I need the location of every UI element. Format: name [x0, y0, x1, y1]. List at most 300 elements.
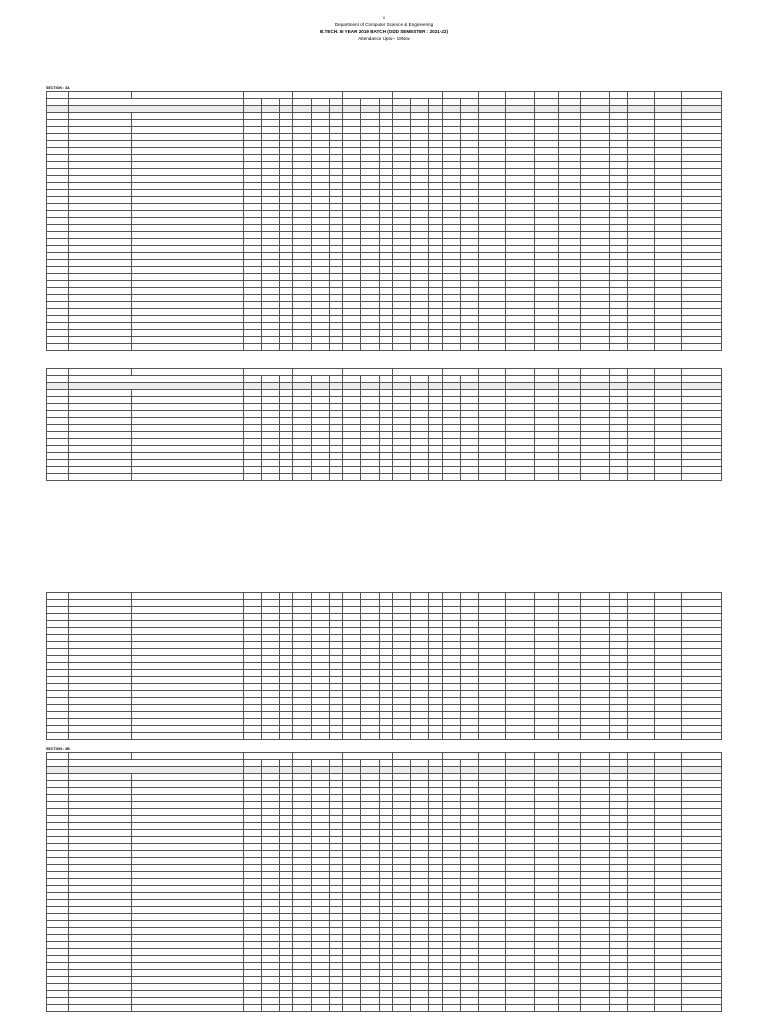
subheader-11: [379, 760, 392, 767]
attendance-percent: [681, 788, 721, 795]
total-attended: [655, 460, 682, 467]
roll-number: [68, 390, 131, 397]
attendance-count: [293, 628, 311, 635]
attendance-count: [505, 281, 534, 288]
attendance-percent: [681, 607, 721, 614]
serial-number: [47, 816, 69, 823]
attendance-count: [311, 418, 329, 425]
attendance-count: [392, 670, 410, 677]
attendance-count: [261, 635, 279, 642]
student-row: [47, 642, 722, 649]
attendance-count: [429, 302, 442, 309]
attendance-count: [559, 663, 581, 670]
student-name: [131, 963, 243, 970]
attendance-count: [559, 691, 581, 698]
roll-number: [68, 600, 131, 607]
student-name: [131, 886, 243, 893]
attendance-count: [243, 970, 261, 977]
attendance-count: [534, 120, 558, 127]
attendance-count: [610, 677, 628, 684]
attendance-count: [329, 921, 342, 928]
attendance-count: [261, 113, 279, 120]
attendance-count: [329, 677, 342, 684]
attendance-count: [261, 330, 279, 337]
student-name: [131, 1005, 243, 1012]
student-name: [131, 844, 243, 851]
attendance-count: [361, 621, 379, 628]
attendance-count: [442, 474, 460, 481]
total-attended: [655, 432, 682, 439]
saturday-classes-header: [581, 92, 610, 99]
student-row: [47, 176, 722, 183]
attendance-count: [343, 190, 361, 197]
student-name: [131, 998, 243, 1005]
attendance-count: [361, 225, 379, 232]
student-name: [131, 204, 243, 211]
attendance-count: [479, 411, 506, 418]
attendance-percent: [681, 802, 721, 809]
total-attended: [655, 858, 682, 865]
attendance-count: [460, 802, 478, 809]
attendance-count: [411, 337, 429, 344]
held-value: [280, 106, 293, 113]
attendance-count: [559, 316, 581, 323]
student-name: [131, 851, 243, 858]
attendance-count: [442, 593, 460, 600]
attendance-count: [311, 460, 329, 467]
student-name: [131, 397, 243, 404]
attendance-count: [610, 204, 628, 211]
attendance-count: [479, 274, 506, 281]
attendance-count: [581, 302, 610, 309]
attendance-count: [329, 239, 342, 246]
roll-number: [68, 246, 131, 253]
roll-number: [68, 134, 131, 141]
attendance-count: [311, 337, 329, 344]
attendance-count: [361, 302, 379, 309]
attendance-count: [293, 190, 311, 197]
attendance-count: [280, 162, 293, 169]
roll-number: [68, 309, 131, 316]
attendance-count: [479, 607, 506, 614]
attendance-count: [479, 316, 506, 323]
attendance-count: [261, 260, 279, 267]
attendance-count: [293, 309, 311, 316]
attendance-count: [261, 935, 279, 942]
attendance-count: [379, 628, 392, 635]
attendance-count: [628, 914, 655, 921]
student-name: [131, 225, 243, 232]
attendance-count: [243, 267, 261, 274]
attendance-count: [361, 830, 379, 837]
total-attended: [655, 267, 682, 274]
attendance-count: [581, 218, 610, 225]
attendance-count: [610, 935, 628, 942]
attendance-count: [411, 872, 429, 879]
attendance-count: [329, 886, 342, 893]
total-attended: [655, 705, 682, 712]
attendance-count: [559, 218, 581, 225]
student-name: [131, 411, 243, 418]
attendance-count: [479, 907, 506, 914]
student-name: [131, 942, 243, 949]
attendance-count: [429, 218, 442, 225]
attendance-count: [361, 453, 379, 460]
roll-number: [68, 439, 131, 446]
serial-number: [47, 411, 69, 418]
attendance-count: [460, 900, 478, 907]
roll-number: [68, 851, 131, 858]
student-name: [131, 670, 243, 677]
attendance-count: [610, 267, 628, 274]
student-row: [47, 677, 722, 684]
attendance-count: [361, 963, 379, 970]
attendance-count: [559, 390, 581, 397]
attendance-count: [460, 190, 478, 197]
attendance-count: [379, 446, 392, 453]
attendance-count: [559, 788, 581, 795]
attendance-count: [243, 865, 261, 872]
roll-number: [68, 837, 131, 844]
attendance-count: [411, 148, 429, 155]
attendance-count: [293, 844, 311, 851]
attendance-count: [243, 830, 261, 837]
attendance-count: [392, 1005, 410, 1012]
attendance-count: [610, 600, 628, 607]
serial-number: [47, 956, 69, 963]
attendance-count: [429, 148, 442, 155]
attendance-count: [479, 1005, 506, 1012]
attendance-count: [293, 684, 311, 691]
total-attended: [655, 726, 682, 733]
serial-number: [47, 837, 69, 844]
attendance-count: [442, 998, 460, 1005]
attendance-count: [411, 670, 429, 677]
attendance-count: [311, 795, 329, 802]
attendance-percent: [681, 593, 721, 600]
attendance-count: [581, 865, 610, 872]
attendance-count: [361, 120, 379, 127]
student-name: [131, 698, 243, 705]
attendance-count: [460, 621, 478, 628]
attendance-count: [379, 337, 392, 344]
attendance-count: [280, 148, 293, 155]
attendance-count: [460, 991, 478, 998]
attendance-count: [392, 970, 410, 977]
attendance-count: [343, 404, 361, 411]
attendance-count: [559, 872, 581, 879]
attendance-count: [479, 991, 506, 998]
attendance-count: [442, 460, 460, 467]
attendance-count: [479, 425, 506, 432]
attendance-count: [243, 900, 261, 907]
serial-number: [47, 872, 69, 879]
attendance-count: [442, 733, 460, 740]
attendance-count: [280, 281, 293, 288]
attendance-count: [329, 134, 342, 141]
attendance-count: [505, 670, 534, 677]
row-label-sub: [68, 376, 243, 383]
attendance-count: [442, 691, 460, 698]
attendance-count: [559, 439, 581, 446]
attendance-count: [581, 691, 610, 698]
subheader-row: [47, 99, 722, 106]
attendance-count: [361, 337, 379, 344]
subheader-24: [655, 760, 682, 767]
attendance-count: [329, 141, 342, 148]
attendance-percent: [681, 795, 721, 802]
attendance-count: [361, 446, 379, 453]
attendance-count: [343, 886, 361, 893]
attendance-count: [329, 656, 342, 663]
student-row: [47, 600, 722, 607]
attendance-count: [361, 677, 379, 684]
attendance-count: [261, 425, 279, 432]
attendance-count: [628, 197, 655, 204]
serial-number: [47, 183, 69, 190]
attendance-count: [280, 141, 293, 148]
subheader-8: [329, 376, 342, 383]
student-name: [131, 288, 243, 295]
blank-header: [681, 369, 721, 376]
student-name: [131, 774, 243, 781]
attendance-count: [311, 642, 329, 649]
attendance-count: [505, 260, 534, 267]
subheader-23: [628, 760, 655, 767]
attendance-count: [293, 390, 311, 397]
total-attended: [655, 148, 682, 155]
attendance-count: [392, 593, 410, 600]
attendance-count: [329, 295, 342, 302]
attendance-count: [610, 614, 628, 621]
serial-number: [47, 1005, 69, 1012]
held-value: [392, 106, 410, 113]
attendance-count: [261, 274, 279, 281]
subheader-9: [343, 376, 361, 383]
attendance-percent: [681, 204, 721, 211]
student-row: [47, 225, 722, 232]
attendance-count: [343, 323, 361, 330]
row-label-sub: [68, 99, 243, 106]
attendance-count: [361, 970, 379, 977]
attendance-count: [280, 239, 293, 246]
attendance-count: [534, 830, 558, 837]
student-name: [131, 823, 243, 830]
attendance-count: [442, 204, 460, 211]
attendance-count: [460, 169, 478, 176]
attendance-count: [293, 865, 311, 872]
attendance-count: [329, 1005, 342, 1012]
held-value: [243, 383, 261, 390]
attendance-percent: [681, 719, 721, 726]
attendance-count: [280, 851, 293, 858]
attendance-count: [581, 774, 610, 781]
attendance-count: [411, 984, 429, 991]
attendance-percent: [681, 323, 721, 330]
attendance-count: [411, 295, 429, 302]
attendance-count: [261, 788, 279, 795]
attendance-count: [361, 425, 379, 432]
attendance-count: [505, 656, 534, 663]
attendance-count: [505, 404, 534, 411]
attendance-count: [361, 467, 379, 474]
attendance-count: [628, 921, 655, 928]
attendance-count: [293, 726, 311, 733]
attendance-count: [343, 830, 361, 837]
attendance-count: [559, 141, 581, 148]
attendance-count: [411, 120, 429, 127]
attendance-count: [429, 344, 442, 351]
attendance-count: [411, 225, 429, 232]
student-name: [131, 900, 243, 907]
attendance-count: [442, 705, 460, 712]
attendance-count: [429, 844, 442, 851]
attendance-count: [442, 886, 460, 893]
attendance-count: [343, 726, 361, 733]
attendance-count: [329, 621, 342, 628]
attendance-percent: [681, 425, 721, 432]
attendance-count: [429, 928, 442, 935]
attendance-count: [505, 239, 534, 246]
subheader-13: [411, 760, 429, 767]
attendance-count: [329, 288, 342, 295]
attendance-count: [505, 795, 534, 802]
attendance-count: [559, 337, 581, 344]
attendance-count: [610, 593, 628, 600]
attendance-count: [293, 935, 311, 942]
attendance-count: [460, 295, 478, 302]
attendance-count: [311, 705, 329, 712]
student-row: [47, 774, 722, 781]
attendance-count: [293, 886, 311, 893]
attendance-count: [293, 274, 311, 281]
total-attended: [655, 337, 682, 344]
attendance-count: [361, 900, 379, 907]
attendance-count: [429, 267, 442, 274]
attendance-count: [243, 397, 261, 404]
attendance-count: [243, 183, 261, 190]
blank-header: [681, 92, 721, 99]
attendance-count: [429, 788, 442, 795]
attendance-count: [311, 914, 329, 921]
attendance-count: [280, 726, 293, 733]
attendance-count: [329, 260, 342, 267]
attendance-count: [505, 390, 534, 397]
attendance-count: [460, 670, 478, 677]
attendance-count: [429, 635, 442, 642]
attendance-count: [610, 635, 628, 642]
roll-number: [68, 872, 131, 879]
attendance-count: [311, 621, 329, 628]
attendance-count: [628, 204, 655, 211]
serial-number: [47, 418, 69, 425]
attendance-count: [581, 467, 610, 474]
attendance-count: [343, 956, 361, 963]
attendance-count: [460, 935, 478, 942]
attendance-count: [411, 886, 429, 893]
attendance-count: [392, 705, 410, 712]
attendance-count: [505, 858, 534, 865]
attendance-count: [534, 956, 558, 963]
attendance-count: [243, 621, 261, 628]
student-name: [131, 183, 243, 190]
attendance-count: [628, 155, 655, 162]
held-value: [429, 383, 442, 390]
attendance-count: [628, 656, 655, 663]
attendance-count: [343, 288, 361, 295]
attendance-count: [534, 663, 558, 670]
attendance-count: [329, 474, 342, 481]
attendance-count: [628, 344, 655, 351]
attendance-count: [261, 621, 279, 628]
serial-number: [47, 281, 69, 288]
attendance-count: [429, 337, 442, 344]
attendance-count: [460, 858, 478, 865]
serial-number: [47, 295, 69, 302]
attendance-count: [243, 607, 261, 614]
attendance-count: [311, 823, 329, 830]
roll-number: [68, 642, 131, 649]
attendance-count: [361, 295, 379, 302]
attendance-count: [460, 956, 478, 963]
attendance-count: [311, 239, 329, 246]
attendance-count: [442, 302, 460, 309]
attendance-count: [479, 218, 506, 225]
attendance-count: [559, 865, 581, 872]
subheader-15: [442, 99, 460, 106]
attendance-count: [429, 614, 442, 621]
attendance-count: [243, 593, 261, 600]
attendance-count: [559, 190, 581, 197]
student-row: [47, 253, 722, 260]
roll-number: [68, 656, 131, 663]
attendance-count: [559, 656, 581, 663]
attendance-count: [280, 453, 293, 460]
attendance-count: [343, 872, 361, 879]
student-name: [131, 628, 243, 635]
attendance-count: [534, 942, 558, 949]
attendance-count: [460, 984, 478, 991]
attendance-count: [442, 698, 460, 705]
subheader-24: [655, 376, 682, 383]
attendance-count: [429, 183, 442, 190]
attendance-count: [343, 663, 361, 670]
serial-number: [47, 267, 69, 274]
attendance-percent: [681, 225, 721, 232]
attendance-count: [460, 225, 478, 232]
attendance-count: [534, 865, 558, 872]
attendance-count: [311, 183, 329, 190]
attendance-count: [311, 663, 329, 670]
attendance-count: [460, 323, 478, 330]
attendance-percent: [681, 162, 721, 169]
attendance-count: [534, 1005, 558, 1012]
subheader-14: [429, 99, 442, 106]
attendance-count: [460, 921, 478, 928]
attendance-count: [479, 921, 506, 928]
attendance-count: [559, 809, 581, 816]
serial-number: [47, 970, 69, 977]
serial-number: [47, 155, 69, 162]
attendance-count: [280, 260, 293, 267]
attendance-count: [505, 267, 534, 274]
attendance-count: [581, 977, 610, 984]
attendance-count: [559, 823, 581, 830]
attendance-count: [460, 446, 478, 453]
attendance-count: [311, 225, 329, 232]
attendance-count: [311, 425, 329, 432]
held-value: [243, 106, 261, 113]
